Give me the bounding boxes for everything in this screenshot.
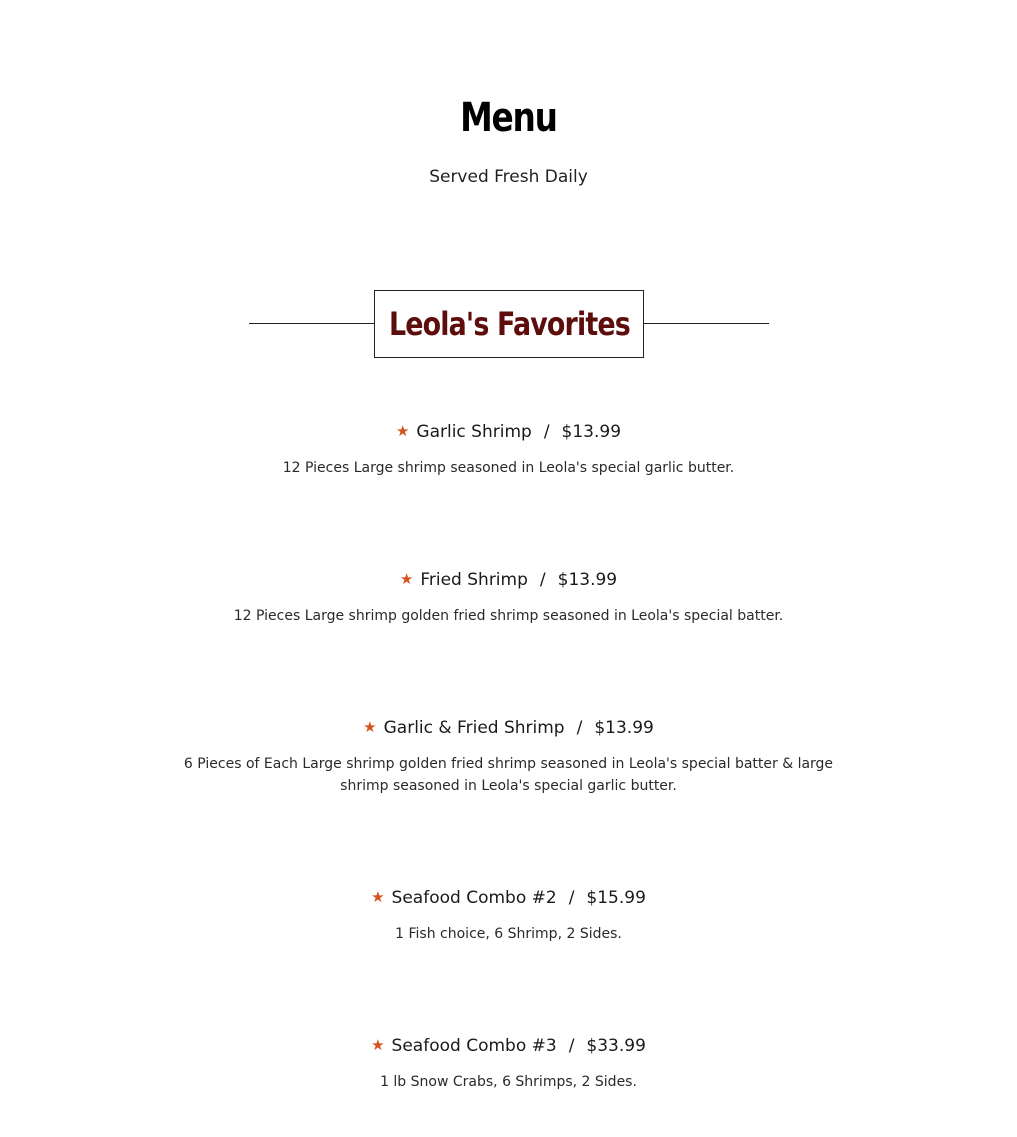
menu-item-fried-shrimp <box>0 568 1017 627</box>
star-icon: ★ <box>371 1036 385 1054</box>
menu-item-description: 1 Fish choice, 6 Shrimp, 2 Sides. <box>395 926 622 942</box>
menu-item-price: $13.99 <box>561 422 622 442</box>
menu-item-heading <box>0 716 1017 740</box>
menu-item-garlic-fried-shrimp <box>0 716 1017 797</box>
menu-item-name: Garlic & Fried Shrimp <box>383 718 565 738</box>
menu-item-price: $33.99 <box>586 1036 646 1056</box>
menu-item-heading <box>0 568 1017 592</box>
menu-item-price: $13.99 <box>557 570 618 590</box>
menu-item-seafood-combo-3 <box>0 1034 1017 1093</box>
menu-item-heading <box>0 1034 1017 1058</box>
page-title: Menu <box>460 95 557 141</box>
menu-item-garlic-shrimp <box>0 420 1017 479</box>
menu-item-seafood-combo-2 <box>0 886 1017 945</box>
price-separator: / <box>576 718 583 738</box>
menu-item-name: Fried Shrimp <box>420 570 528 590</box>
section-divider-left <box>249 323 374 324</box>
star-icon: ★ <box>399 570 414 588</box>
star-icon: ★ <box>363 718 377 736</box>
price-separator: / <box>568 1036 575 1056</box>
menu-item-description: 12 Pieces Large shrimp golden fried shrimp seasoned in Leola's special batter. <box>233 608 784 624</box>
price-separator: / <box>543 422 550 442</box>
star-icon: ★ <box>371 888 385 906</box>
menu-item-description: 12 Pieces Large shrimp seasoned in Leola's special garlic butter. <box>282 460 735 476</box>
page-subtitle: Served Fresh Daily <box>429 167 588 187</box>
menu-item-heading <box>0 420 1017 444</box>
section-header <box>374 290 644 358</box>
menu-item-name: Garlic Shrimp <box>416 422 532 442</box>
menu-item-heading <box>0 886 1017 910</box>
menu-item-name: Seafood Combo #3 <box>391 1036 557 1056</box>
menu-item-price: $13.99 <box>594 718 654 738</box>
section-title: Leola's Favorites <box>388 305 630 343</box>
menu-item-description: 1 lb Snow Crabs, 6 Shrimps, 2 Sides. <box>380 1074 637 1090</box>
section-divider-right <box>644 323 769 324</box>
menu-item-name: Seafood Combo #2 <box>391 888 557 908</box>
menu-item-price: $15.99 <box>586 888 646 908</box>
star-icon: ★ <box>395 422 410 440</box>
menu-item-description: 6 Pieces of Each Large shrimp golden fried shrimp seasoned in Leola's special batter & large shrimp seasoned in Leola's special garlic butter. <box>183 756 834 794</box>
price-separator: / <box>539 570 546 590</box>
price-separator: / <box>568 888 575 908</box>
